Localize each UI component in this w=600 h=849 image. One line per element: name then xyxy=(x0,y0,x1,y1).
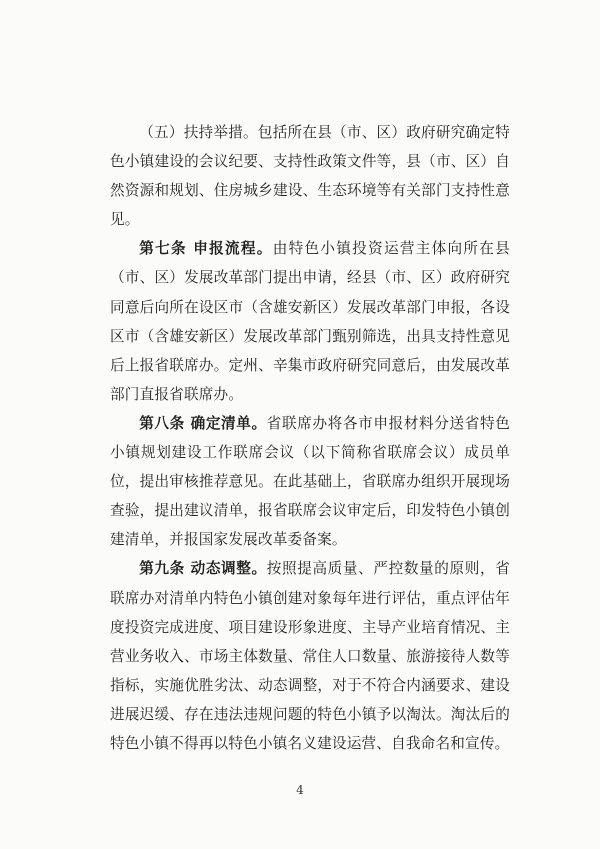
article-9-heading: 第九条 动态调整。 xyxy=(139,560,267,578)
article-9-body: 按照提高质量、严控数量的原则，省联席办对清单内特色小镇创建对象每年进行评估，重点评估年度投资完成进度、项目建设形象进度、主导产业培育情况、主营业务收入、市场主体数量、常住人口数量、旅游接待人数等指标，实施优胜劣汰、动态调整，对于不符合内涵要求、建设进展迟缓、存在违法违规问题的特色小镇予以淘汰。淘汰后的特色小镇不得再以特色小镇名义建设运营、自我命名和宣传。 xyxy=(110,560,510,752)
body-text xyxy=(110,118,510,758)
paragraph-article-8 xyxy=(110,409,510,554)
article-8-heading: 第八条 确定清单。 xyxy=(139,414,267,432)
paragraph-article-7 xyxy=(110,234,510,409)
article-7-body: 由特色小镇投资运营主体向所在县（市、区）发展改革部门提出申请，经县（市、区）政府研究同意后向所在设区市（含雄安新区）发展改革部门申报，各设区市（含雄安新区）发展改革部门甄别筛选，出具支持性意见后上报省联席办。定州、辛集市政府研究同意后，由发展改革部门直报省联席办。 xyxy=(110,240,510,403)
paragraph-body: （五）扶持举措。包括所在县（市、区）政府研究确定特色小镇建设的会议纪要、支持性政策文件等，县（市、区）自然资源和规划、住房城乡建设、生态环境等有关部门支持性意见。 xyxy=(110,124,510,229)
page-number: 4 xyxy=(296,783,304,797)
paragraph-article-9 xyxy=(110,554,510,758)
article-8-body: 省联席办将各市申报材料分送省特色小镇规划建设工作联席会议（以下简称省联席会议）成员单位，提出审核推荐意见。在此基础上，省联席办组织开展现场查验，提出建议清单，报省联席会议审定后，印发特色小镇创建清单，并报国家发展改革委备案。 xyxy=(110,414,510,549)
paragraph-support-measures xyxy=(110,118,510,234)
article-7-heading: 第七条 申报流程。 xyxy=(139,240,273,258)
